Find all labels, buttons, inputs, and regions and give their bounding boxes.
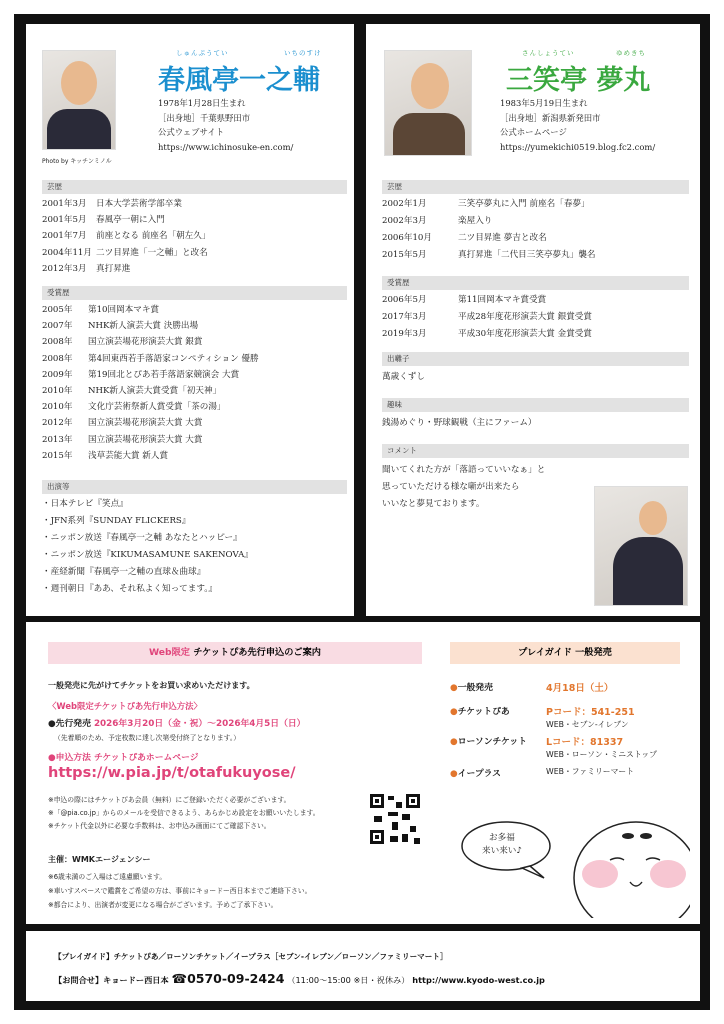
debayashi-heading: 出囃子 — [382, 352, 689, 366]
row-date: 2001年7月 — [42, 231, 87, 242]
list-row — [382, 230, 596, 247]
row-date: 2001年3月 — [42, 199, 87, 209]
profile-yumemaru — [366, 24, 700, 616]
row-text: 平成28年度花形演芸大賞 銀賞受賞 — [458, 312, 592, 322]
origin: ［出身地］千葉県野田市 — [158, 112, 251, 123]
row-date: 2001年5月 — [42, 215, 87, 226]
row-text: 国立演芸場花形演芸大賞 大賞 — [88, 418, 203, 429]
list-row — [42, 432, 259, 448]
awards-heading: 受賞歴 — [382, 276, 689, 290]
row-date: 2005年 — [42, 305, 73, 315]
list-row — [382, 196, 596, 213]
row-date: 2010年 — [42, 386, 73, 397]
list-row — [42, 367, 259, 383]
apply-value: チケットぴあホームページ — [90, 753, 199, 763]
career-heading: 芸歴 — [42, 180, 347, 194]
outlet-label: ●イープラス — [450, 769, 501, 779]
outlet-label: ●チケットぴあ — [450, 707, 510, 717]
text-line: ※申込の際にはチケットぴあ会員（無料）にご登録いただく必要がございます。 — [48, 796, 291, 804]
name-ruby-right: いちのすけ — [284, 49, 322, 57]
pia-url[interactable]: https://w.pia.jp/t/otafukuyose/ — [48, 765, 296, 781]
site-label: 公式ウェブサイト — [158, 127, 225, 137]
row-date: 2009年 — [42, 369, 73, 380]
web-presale-bar — [48, 642, 422, 664]
row-date: 2010年 — [42, 402, 73, 413]
list-row — [382, 326, 592, 343]
apply-label: ●申込方法 — [48, 753, 91, 763]
site-label: 公式ホームページ — [500, 127, 567, 137]
list-row — [382, 292, 592, 309]
media-heading: 出演等 — [42, 480, 347, 494]
hobby: 銭湯めぐり・野球観戦（主にファーム） — [382, 418, 537, 428]
ticket-info — [26, 622, 700, 924]
text-line: ※都合により、出演者が変更になる場合がございます。予めご了承下さい。 — [48, 901, 278, 909]
row-date: 2002年1月 — [382, 199, 427, 209]
text-line: ・ニッポン放送『春風亭一之輔 あなたとハッピー』 — [42, 533, 242, 543]
text-line: 聞いてくれた方が「落語っていいなぁ」と — [382, 465, 546, 475]
inquiry-line — [54, 971, 545, 986]
debayashi: 萬歳くずし — [382, 372, 425, 382]
list-row — [382, 247, 596, 264]
apply-line — [48, 750, 199, 763]
row-text: 真打昇進「二代目三笑亭夢丸」襲名 — [458, 250, 596, 260]
text-line: いいなと夢見ております。 — [382, 499, 485, 509]
row-text: NHK新人演芸大賞 決勝出場 — [88, 321, 199, 332]
row-text: 春風亭一朝に入門 — [96, 215, 165, 226]
row-date: 2006年5月 — [382, 295, 427, 305]
awards-list — [382, 292, 592, 343]
presale-label: ●先行発売 — [48, 719, 91, 729]
awards-list — [42, 302, 259, 464]
origin: ［出身地］新潟県新発田市 — [500, 112, 601, 123]
row-text: 前座となる 前座名「朝左久」 — [96, 231, 211, 242]
name-ruby-left: しゅんぷうてい — [176, 49, 229, 57]
list-row — [42, 261, 210, 277]
site-url[interactable]: https://www.ichinosuke-en.com/ — [158, 141, 294, 152]
row-text: 第19回北とぴあ若手落語家競演会 大賞 — [88, 369, 240, 380]
text-line: ※6歳未満のご入場はご遠慮願います。 — [48, 873, 167, 881]
portrait-photo — [42, 50, 116, 150]
extra-notes — [48, 870, 311, 912]
row-text: 平成30年度花形演芸大賞 金賞受賞 — [458, 329, 592, 339]
text-line: ・日本テレビ『笑点』 — [42, 499, 128, 509]
row-text: 二ツ目昇進 夢吉と改名 — [458, 233, 547, 243]
birth-date: 1983年5月19日生まれ — [500, 98, 588, 108]
career-heading: 芸歴 — [382, 180, 689, 194]
row-text: 国立演芸場花形演芸大賞 大賞 — [88, 434, 203, 445]
list-row — [42, 302, 259, 318]
performance-photo — [594, 486, 688, 606]
bio-block — [158, 96, 293, 154]
web-presale-title: チケットぴあ先行申込のご案内 — [190, 647, 321, 658]
row-text: 二ツ目昇進「一之輔」と改名 — [96, 247, 208, 258]
row-date: 2017年3月 — [382, 312, 427, 322]
presale-dates: 2026年3月20日（金・祝）〜2026年4月5日（日） — [90, 719, 306, 729]
row-date: 2012年 — [42, 418, 73, 429]
name-ruby-right: ゆめきち — [616, 49, 646, 57]
list-row — [42, 334, 259, 350]
otafuku-illustration — [460, 808, 690, 918]
row-text: 第4回東西若手落語家コンペティション 優勝 — [88, 353, 259, 364]
playguide-line: 【プレイガイド】チケットぴあ／ローソンチケット／イープラス［セブン-イレブン／ローソン／ファミリーマート］ — [54, 952, 448, 961]
general-date: 4月18日（土） — [546, 683, 614, 694]
list-row — [42, 383, 259, 399]
text-line: ・週刊朝日『ああ、それ私よく知ってます。』 — [42, 584, 218, 594]
row-text: 第11回岡本マキ賞受賞 — [458, 295, 547, 305]
text-line: ※車いすスペースで鑑賞をご希望の方は、事前にキョードー西日本までご連絡下さい。 — [48, 887, 312, 895]
row-date: 2012年3月 — [42, 263, 87, 274]
outlet-code: Pコード：541-251 — [546, 707, 635, 718]
method-title: 〈Web限定チケットぴあ先行申込方法〉 — [48, 701, 202, 711]
list-row — [42, 415, 259, 431]
list-row — [42, 318, 259, 334]
row-date: 2015年 — [42, 450, 73, 461]
outlet-sub: WEB・ローソン・ミニストップ — [546, 750, 657, 759]
list-row — [42, 196, 210, 212]
awards-heading: 受賞歴 — [42, 286, 347, 300]
text-line: ・産経新聞『春風亭一之輔の直球＆曲球』 — [42, 567, 206, 577]
row-text: 日本大学芸術学部卒業 — [96, 199, 182, 209]
row-text: 真打昇進 — [96, 263, 131, 274]
bubble-text: お多福 来い来い♪ — [482, 833, 522, 856]
list-row — [42, 448, 259, 464]
row-date: 2006年10月 — [382, 233, 432, 243]
text-line: ※チケット代金以外に必要な手数料は、お申込み画面にてご確認下さい。 — [48, 822, 271, 830]
performer-name: 春風亭一之輔 — [158, 65, 320, 96]
list-row — [42, 228, 210, 244]
row-date: 2002年3月 — [382, 216, 427, 226]
text-line: ・JFN系列『SUNDAY FLICKERS』 — [42, 516, 191, 526]
bio-block — [500, 96, 655, 154]
comment-heading: コメント — [382, 444, 689, 458]
hobby-heading: 趣味 — [382, 398, 689, 412]
footer-info — [26, 931, 700, 1001]
text-line: ※「@pia.co.jp」からのメールを受信できるよう、あらかじめ設定をお願いいたします。 — [48, 809, 320, 817]
career-list — [382, 196, 596, 264]
row-date: 2019年3月 — [382, 329, 427, 339]
otafuku-face-icon — [574, 822, 690, 918]
inquiry-label: 【お問合せ】キョードー西日本 — [54, 975, 169, 985]
performer-name: 三笑亭 夢丸 — [506, 65, 651, 96]
row-text: 文化庁芸術祭新人賞受賞「茶の湯」 — [88, 402, 226, 413]
row-text: 三笑亭夢丸に入門 前座名「春夢」 — [458, 199, 590, 209]
profile-ichinosuke — [26, 24, 354, 616]
row-date: 2013年 — [42, 434, 73, 445]
kyodo-url[interactable]: http://www.kyodo-west.co.jp — [412, 975, 545, 985]
row-date: 2008年 — [42, 353, 73, 364]
text-line: ・ニッポン放送『KIKUMASAMUNE SAKENOVA』 — [42, 550, 253, 560]
outlet-sub: WEB・セブン-イレブン — [546, 720, 629, 729]
row-date: 2008年 — [42, 337, 73, 348]
page-frame — [14, 14, 710, 1010]
row-date: 2004年11月 — [42, 247, 92, 258]
career-list — [42, 196, 210, 277]
outlet-label: ●ローソンチケット — [450, 737, 527, 747]
row-text: 浅草芸能大賞 新人賞 — [88, 450, 169, 461]
portrait-photo — [384, 50, 472, 156]
presale-note: （先着順のため、予定枚数に達し次第受付終了となります。） — [54, 734, 241, 742]
list-row — [42, 212, 210, 228]
text-line: 思っていただける様な噺が出来たら — [382, 482, 520, 492]
comment — [382, 462, 545, 513]
general-sale-row: ●一般発売 — [450, 683, 493, 693]
row-date: 2015年5月 — [382, 250, 427, 260]
list-row — [42, 351, 259, 367]
phone-number[interactable]: ☎0570-09-2424 — [171, 971, 285, 986]
presale-line — [48, 716, 305, 729]
row-text: 楽屋入り — [458, 216, 493, 226]
general-label: 一般発売 — [457, 683, 493, 693]
row-text: NHK新人演芸大賞受賞「初天神」 — [88, 386, 222, 397]
list-row — [382, 213, 596, 230]
list-row — [42, 399, 259, 415]
list-row — [382, 309, 592, 326]
row-text: 第10回岡本マキ賞 — [88, 305, 160, 315]
outlet-code: Lコード：81337 — [546, 737, 624, 748]
row-text: 国立演芸場花形演芸大賞 銀賞 — [88, 337, 203, 348]
media-list — [42, 496, 253, 598]
web-only-tag: Web限定 — [149, 647, 190, 658]
list-row — [42, 245, 210, 261]
outlet-sub: WEB・ファミリーマート — [546, 767, 634, 776]
birth-date: 1978年1月28日生まれ — [158, 98, 246, 108]
intro-text: 一般発売に先がけてチケットをお買い求めいただけます。 — [48, 681, 255, 690]
name-ruby-left: さんしょうてい — [522, 49, 575, 57]
row-date: 2007年 — [42, 321, 73, 332]
qr-code[interactable] — [370, 794, 420, 844]
organizer: 主催：WMKエージェンシー — [48, 855, 151, 864]
site-url[interactable]: https://yumekichi0519.blog.fc2.com/ — [500, 141, 656, 152]
notes-list — [48, 794, 320, 833]
inquiry-hours: （11:00〜15:00 ※日・祝休み） — [287, 975, 410, 985]
photo-credit: Photo by キッチンミノル — [42, 158, 112, 165]
playguide-bar: プレイガイド 一般発売 — [450, 642, 680, 664]
